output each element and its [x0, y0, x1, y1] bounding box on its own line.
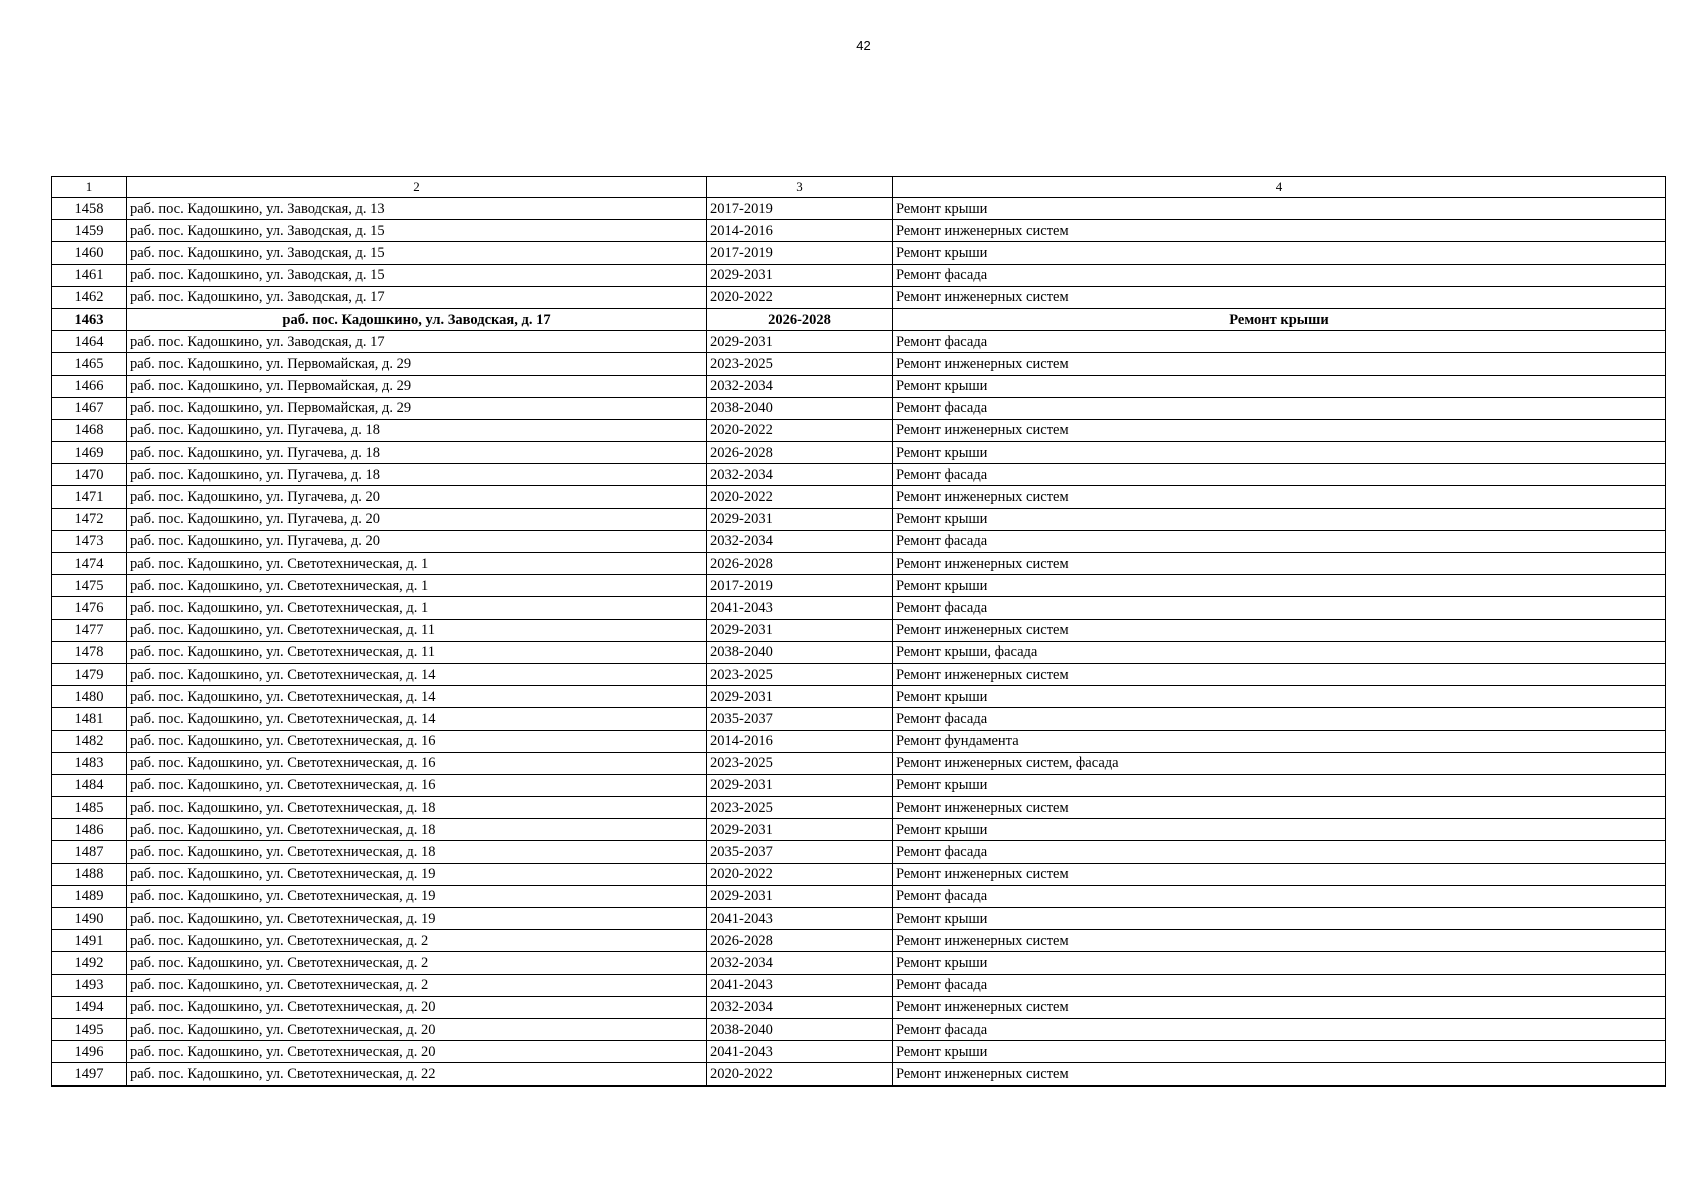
table-row — [52, 331, 1666, 353]
address-cell: раб. пос. Кадошкино, ул. Заводская, д. 15 — [127, 242, 707, 264]
table-row — [52, 730, 1666, 752]
work-type-cell: Ремонт инженерных систем — [893, 930, 1666, 952]
address-cell: раб. пос. Кадошкино, ул. Светотехническая, д. 19 — [127, 908, 707, 930]
row-number-cell: 1490 — [52, 908, 127, 930]
row-number-cell: 1469 — [52, 442, 127, 464]
table-row — [52, 930, 1666, 952]
work-type-cell: Ремонт инженерных систем — [893, 220, 1666, 242]
work-type-cell: Ремонт крыши — [893, 308, 1666, 330]
work-type-cell: Ремонт крыши — [893, 952, 1666, 974]
address-cell: раб. пос. Кадошкино, ул. Светотехническая, д. 22 — [127, 1063, 707, 1086]
period-cell: 2023-2025 — [707, 353, 893, 375]
row-number-cell: 1471 — [52, 486, 127, 508]
table-row — [52, 220, 1666, 242]
table-row — [52, 597, 1666, 619]
row-number-cell: 1492 — [52, 952, 127, 974]
work-type-cell: Ремонт крыши — [893, 508, 1666, 530]
address-cell: раб. пос. Кадошкино, ул. Светотехническая, д. 20 — [127, 1018, 707, 1040]
work-type-cell: Ремонт фасада — [893, 264, 1666, 286]
work-type-cell: Ремонт фасада — [893, 1018, 1666, 1040]
work-type-cell: Ремонт фасада — [893, 530, 1666, 552]
period-cell: 2017-2019 — [707, 198, 893, 220]
period-cell: 2041-2043 — [707, 974, 893, 996]
work-type-cell: Ремонт инженерных систем — [893, 996, 1666, 1018]
address-cell: раб. пос. Кадошкино, ул. Пугачева, д. 18 — [127, 419, 707, 441]
work-type-cell: Ремонт инженерных систем — [893, 663, 1666, 685]
address-cell: раб. пос. Кадошкино, ул. Светотехническая, д. 1 — [127, 575, 707, 597]
table-row — [52, 974, 1666, 996]
row-number-cell: 1474 — [52, 553, 127, 575]
row-number-cell: 1487 — [52, 841, 127, 863]
table-row — [52, 464, 1666, 486]
period-cell: 2038-2040 — [707, 397, 893, 419]
period-cell: 2020-2022 — [707, 863, 893, 885]
address-cell: раб. пос. Кадошкино, ул. Светотехническая, д. 14 — [127, 663, 707, 685]
period-cell: 2029-2031 — [707, 264, 893, 286]
column-header-3: 3 — [707, 177, 893, 198]
address-cell: раб. пос. Кадошкино, ул. Первомайская, д. 29 — [127, 375, 707, 397]
period-cell: 2035-2037 — [707, 708, 893, 730]
row-number-cell: 1475 — [52, 575, 127, 597]
work-type-cell: Ремонт фасада — [893, 597, 1666, 619]
row-number-cell: 1467 — [52, 397, 127, 419]
period-cell: 2023-2025 — [707, 752, 893, 774]
page-number: 42 — [856, 38, 871, 53]
period-cell: 2017-2019 — [707, 242, 893, 264]
period-cell: 2029-2031 — [707, 686, 893, 708]
table-row — [52, 819, 1666, 841]
address-cell: раб. пос. Кадошкино, ул. Заводская, д. 15 — [127, 264, 707, 286]
row-number-cell: 1472 — [52, 508, 127, 530]
work-type-cell: Ремонт инженерных систем — [893, 553, 1666, 575]
table-row — [52, 198, 1666, 220]
row-number-cell: 1488 — [52, 863, 127, 885]
row-number-cell: 1481 — [52, 708, 127, 730]
address-cell: раб. пос. Кадошкино, ул. Заводская, д. 15 — [127, 220, 707, 242]
table-row — [52, 641, 1666, 663]
address-cell: раб. пос. Кадошкино, ул. Заводская, д. 17 — [127, 331, 707, 353]
work-type-cell: Ремонт фасада — [893, 708, 1666, 730]
address-cell: раб. пос. Кадошкино, ул. Светотехническая, д. 16 — [127, 752, 707, 774]
address-cell: раб. пос. Кадошкино, ул. Пугачева, д. 20 — [127, 530, 707, 552]
period-cell: 2032-2034 — [707, 530, 893, 552]
table-row — [52, 242, 1666, 264]
work-type-cell: Ремонт фасада — [893, 974, 1666, 996]
work-type-cell: Ремонт крыши, фасада — [893, 641, 1666, 663]
period-cell: 2038-2040 — [707, 1018, 893, 1040]
table-row — [52, 264, 1666, 286]
row-number-cell: 1470 — [52, 464, 127, 486]
row-number-cell: 1483 — [52, 752, 127, 774]
work-type-cell: Ремонт инженерных систем — [893, 1063, 1666, 1086]
work-type-cell: Ремонт крыши — [893, 819, 1666, 841]
period-cell: 2029-2031 — [707, 508, 893, 530]
table-row — [52, 375, 1666, 397]
period-cell: 2017-2019 — [707, 575, 893, 597]
table-row — [52, 841, 1666, 863]
row-number-cell: 1495 — [52, 1018, 127, 1040]
row-number-cell: 1479 — [52, 663, 127, 685]
address-cell: раб. пос. Кадошкино, ул. Светотехническая, д. 18 — [127, 819, 707, 841]
period-cell: 2020-2022 — [707, 286, 893, 308]
column-header-1: 1 — [52, 177, 127, 198]
table-row — [52, 1018, 1666, 1040]
period-cell: 2020-2022 — [707, 419, 893, 441]
table-row — [52, 908, 1666, 930]
row-number-cell: 1459 — [52, 220, 127, 242]
table-row — [52, 686, 1666, 708]
work-type-cell: Ремонт инженерных систем — [893, 286, 1666, 308]
address-cell: раб. пос. Кадошкино, ул. Светотехническая, д. 11 — [127, 619, 707, 641]
row-number-cell: 1484 — [52, 774, 127, 796]
row-number-cell: 1458 — [52, 198, 127, 220]
work-type-cell: Ремонт крыши — [893, 375, 1666, 397]
table-row — [52, 1041, 1666, 1063]
work-type-cell: Ремонт инженерных систем — [893, 419, 1666, 441]
address-cell: раб. пос. Кадошкино, ул. Светотехническая, д. 1 — [127, 597, 707, 619]
work-type-cell: Ремонт инженерных систем — [893, 353, 1666, 375]
row-number-cell: 1460 — [52, 242, 127, 264]
table-row — [52, 553, 1666, 575]
column-number-header-row — [52, 177, 1666, 198]
row-number-cell: 1485 — [52, 797, 127, 819]
period-cell: 2032-2034 — [707, 952, 893, 974]
table-row — [52, 619, 1666, 641]
row-number-cell: 1476 — [52, 597, 127, 619]
period-cell: 2026-2028 — [707, 308, 893, 330]
table-row — [52, 752, 1666, 774]
address-cell: раб. пос. Кадошкино, ул. Светотехническая, д. 18 — [127, 797, 707, 819]
row-number-cell: 1489 — [52, 885, 127, 907]
period-cell: 2029-2031 — [707, 619, 893, 641]
table-row — [52, 863, 1666, 885]
period-cell: 2035-2037 — [707, 841, 893, 863]
period-cell: 2026-2028 — [707, 442, 893, 464]
address-cell: раб. пос. Кадошкино, ул. Светотехническая, д. 18 — [127, 841, 707, 863]
table-row — [52, 952, 1666, 974]
row-number-cell: 1463 — [52, 308, 127, 330]
address-cell: раб. пос. Кадошкино, ул. Пугачева, д. 20 — [127, 508, 707, 530]
address-cell: раб. пос. Кадошкино, ул. Светотехническая, д. 2 — [127, 974, 707, 996]
period-cell: 2041-2043 — [707, 908, 893, 930]
table-row — [52, 708, 1666, 730]
work-type-cell: Ремонт фасада — [893, 397, 1666, 419]
work-type-cell: Ремонт инженерных систем — [893, 619, 1666, 641]
address-cell: раб. пос. Кадошкино, ул. Светотехническая, д. 14 — [127, 708, 707, 730]
address-cell: раб. пос. Кадошкино, ул. Светотехническая, д. 20 — [127, 996, 707, 1018]
address-cell: раб. пос. Кадошкино, ул. Пугачева, д. 20 — [127, 486, 707, 508]
work-type-cell: Ремонт инженерных систем — [893, 863, 1666, 885]
table-row — [52, 996, 1666, 1018]
table-row — [52, 286, 1666, 308]
address-cell: раб. пос. Кадошкино, ул. Светотехническая, д. 2 — [127, 952, 707, 974]
work-type-cell: Ремонт крыши — [893, 774, 1666, 796]
row-number-cell: 1477 — [52, 619, 127, 641]
row-number-cell: 1496 — [52, 1041, 127, 1063]
work-type-cell: Ремонт фасада — [893, 464, 1666, 486]
table-row — [52, 508, 1666, 530]
table-row — [52, 397, 1666, 419]
period-cell: 2029-2031 — [707, 774, 893, 796]
row-number-cell: 1468 — [52, 419, 127, 441]
address-cell: раб. пос. Кадошкино, ул. Светотехническая, д. 20 — [127, 1041, 707, 1063]
period-cell: 2014-2016 — [707, 730, 893, 752]
period-cell: 2029-2031 — [707, 885, 893, 907]
repair-schedule-table — [51, 176, 1666, 1087]
table-row — [52, 530, 1666, 552]
row-number-cell: 1464 — [52, 331, 127, 353]
table-row — [52, 774, 1666, 796]
address-cell: раб. пос. Кадошкино, ул. Первомайская, д. 29 — [127, 397, 707, 419]
row-number-cell: 1493 — [52, 974, 127, 996]
row-number-cell: 1462 — [52, 286, 127, 308]
period-cell: 2020-2022 — [707, 486, 893, 508]
work-type-cell: Ремонт крыши — [893, 242, 1666, 264]
address-cell: раб. пос. Кадошкино, ул. Первомайская, д. 29 — [127, 353, 707, 375]
column-header-4: 4 — [893, 177, 1666, 198]
address-cell: раб. пос. Кадошкино, ул. Светотехническая, д. 1 — [127, 553, 707, 575]
work-type-cell: Ремонт инженерных систем, фасада — [893, 752, 1666, 774]
period-cell: 2032-2034 — [707, 464, 893, 486]
address-cell: раб. пос. Кадошкино, ул. Светотехническая, д. 19 — [127, 885, 707, 907]
address-cell: раб. пос. Кадошкино, ул. Светотехническая, д. 16 — [127, 730, 707, 752]
work-type-cell: Ремонт инженерных систем — [893, 797, 1666, 819]
work-type-cell: Ремонт крыши — [893, 575, 1666, 597]
work-type-cell: Ремонт крыши — [893, 686, 1666, 708]
row-number-cell: 1465 — [52, 353, 127, 375]
address-cell: раб. пос. Кадошкино, ул. Заводская, д. 17 — [127, 308, 707, 330]
table-row — [52, 308, 1666, 330]
table-row — [52, 663, 1666, 685]
table-row — [52, 575, 1666, 597]
work-type-cell: Ремонт крыши — [893, 442, 1666, 464]
row-number-cell: 1466 — [52, 375, 127, 397]
period-cell: 2032-2034 — [707, 375, 893, 397]
row-number-cell: 1480 — [52, 686, 127, 708]
work-type-cell: Ремонт крыши — [893, 198, 1666, 220]
period-cell: 2026-2028 — [707, 553, 893, 575]
address-cell: раб. пос. Кадошкино, ул. Светотехническая, д. 19 — [127, 863, 707, 885]
period-cell: 2041-2043 — [707, 597, 893, 619]
row-number-cell: 1497 — [52, 1063, 127, 1086]
table-row — [52, 353, 1666, 375]
work-type-cell: Ремонт фундамента — [893, 730, 1666, 752]
table-row — [52, 1063, 1666, 1086]
period-cell: 2023-2025 — [707, 797, 893, 819]
address-cell: раб. пос. Кадошкино, ул. Заводская, д. 17 — [127, 286, 707, 308]
row-number-cell: 1473 — [52, 530, 127, 552]
work-type-cell: Ремонт крыши — [893, 1041, 1666, 1063]
period-cell: 2023-2025 — [707, 663, 893, 685]
row-number-cell: 1486 — [52, 819, 127, 841]
table-row — [52, 442, 1666, 464]
period-cell: 2014-2016 — [707, 220, 893, 242]
table-row — [52, 419, 1666, 441]
period-cell: 2029-2031 — [707, 331, 893, 353]
row-number-cell: 1491 — [52, 930, 127, 952]
table-row — [52, 486, 1666, 508]
address-cell: раб. пос. Кадошкино, ул. Светотехническая, д. 11 — [127, 641, 707, 663]
row-number-cell: 1478 — [52, 641, 127, 663]
address-cell: раб. пос. Кадошкино, ул. Заводская, д. 13 — [127, 198, 707, 220]
row-number-cell: 1461 — [52, 264, 127, 286]
period-cell: 2038-2040 — [707, 641, 893, 663]
period-cell: 2020-2022 — [707, 1063, 893, 1086]
table-body — [52, 177, 1666, 1086]
address-cell: раб. пос. Кадошкино, ул. Светотехническая, д. 2 — [127, 930, 707, 952]
period-cell: 2041-2043 — [707, 1041, 893, 1063]
row-number-cell: 1482 — [52, 730, 127, 752]
work-type-cell: Ремонт фасада — [893, 331, 1666, 353]
address-cell: раб. пос. Кадошкино, ул. Светотехническая, д. 16 — [127, 774, 707, 796]
table-row — [52, 885, 1666, 907]
column-header-2: 2 — [127, 177, 707, 198]
period-cell: 2029-2031 — [707, 819, 893, 841]
table-row — [52, 797, 1666, 819]
row-number-cell: 1494 — [52, 996, 127, 1018]
work-type-cell: Ремонт фасада — [893, 885, 1666, 907]
work-type-cell: Ремонт крыши — [893, 908, 1666, 930]
address-cell: раб. пос. Кадошкино, ул. Светотехническая, д. 14 — [127, 686, 707, 708]
address-cell: раб. пос. Кадошкино, ул. Пугачева, д. 18 — [127, 464, 707, 486]
work-type-cell: Ремонт фасада — [893, 841, 1666, 863]
work-type-cell: Ремонт инженерных систем — [893, 486, 1666, 508]
period-cell: 2032-2034 — [707, 996, 893, 1018]
address-cell: раб. пос. Кадошкино, ул. Пугачева, д. 18 — [127, 442, 707, 464]
period-cell: 2026-2028 — [707, 930, 893, 952]
